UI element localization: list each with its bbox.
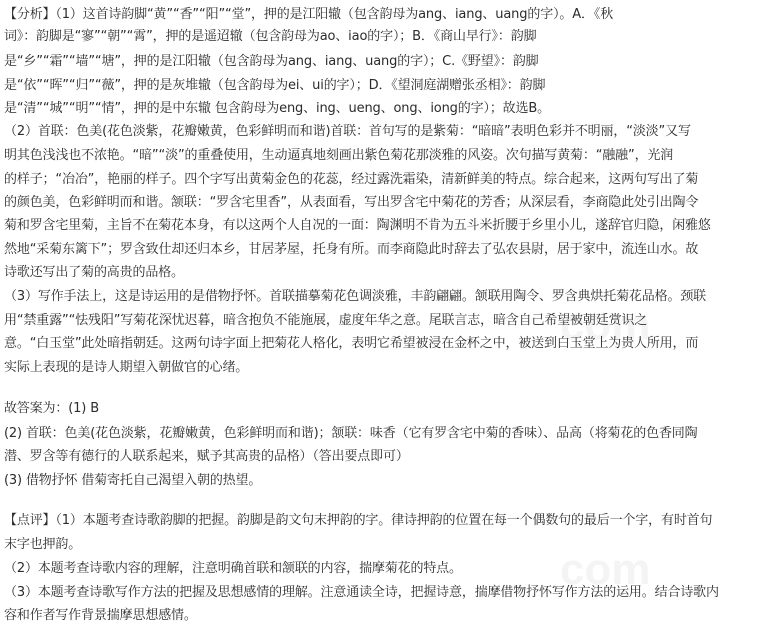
- analysis-line: 实际上表现的是诗人期望入朝做官的心绪。: [4, 360, 249, 375]
- analysis-line: 然地“采菊东篱下”；罗含致仕却还归本乡，甘居茅屋，托身有所。而李商隐此时辞去了弘农县尉，居于家中，流连山水。故: [4, 242, 699, 257]
- answer-line: 潜、罗含等有德行的人联系起来，赋予其高贵的品格）（答出要点即可）: [4, 449, 409, 464]
- analysis-line: 意。“白玉堂”此处暗指朝廷。这两句诗字面上把菊花人格化，表明它希望被浸在金杯之中，被送到白玉堂上为贵人所用，而: [4, 336, 699, 351]
- analysis-line: 是“依”“晖”“归”“薇”，押的是灰堆辙（包含韵母为ei、ui的字）；D．《望洞庭湖赠张丞相》：韵脚: [4, 78, 546, 93]
- answer-line: (2) 首联：色美(花色淡紫，花瓣嫩黄，色彩鲜明而和谐)；颔联：味香（它有罗含宅中菊的香味）、品高（将菊花的色香同陶: [4, 426, 698, 441]
- answer-line: (3) 借物抒怀 借菊寄托自己渴望入朝的热望。: [4, 473, 262, 488]
- watermark: com: [560, 300, 651, 349]
- watermark: com: [560, 545, 651, 594]
- analysis-line: 【分析】（1）这首诗韵脚“黄”“香”“阳”“堂”，押的是江阳辙（包含韵母为ang、iang、uang的字）。A．《秋: [4, 7, 614, 22]
- analysis-line: 明其色浅浅也不浓艳。“暗”“淡”的重叠使用，生动逼真地刻画出紫色菊花那淡雅的风姿。次句描写黄菊：“融融”，光润: [4, 148, 674, 163]
- analysis-line: 的样子；“冶冶”，艳丽的样子。四个字写出黄菊金色的花蕊，经过露洗霜染，清新鲜美的特点。综合起来，这两句写出了菊: [4, 172, 699, 187]
- comment-line: 【点评】（1）本题考查诗歌韵脚的把握。韵脚是韵文句末押韵的字。律诗押韵的位置在每一个偶数句的最后一个字，有时首句: [4, 513, 713, 528]
- analysis-line: （2）首联：色美(花色淡紫，花瓣嫩黄，色彩鲜明而和谐)首联：首句写的是紫菊：“暗暗”表明色彩并不明丽，“淡淡”又写: [4, 124, 691, 139]
- analysis-line: 是“乡”“霜”“墙”“塘”，押的是江阳辙（包含韵母为ang、iang、uang的字）；C.《野望》：韵脚: [4, 54, 539, 69]
- analysis-line: 词》：韵脚是“寥”“朝”“霄”，押的是遥迢辙（包含韵母为ao、iao的字）；B．《商山早行》：韵脚: [4, 29, 537, 44]
- analysis-line: 用“禁重露”“怯残阳”写菊花深忧迟暮，暗含抱负不能施展，虚度年华之意。尾联言志，暗含自己希望被朝廷赏识之: [4, 313, 648, 328]
- comment-line: （3）本题考查诗歌写作方法的把握及思想感情的理解。注意通读全诗，把握诗意，揣摩借物抒怀写作方法的运用。结合诗歌内: [4, 585, 719, 600]
- comment-line: 末字也押韵。: [4, 537, 82, 552]
- analysis-line: 菊和罗含宅里菊，主旨不在菊花本身，有以这两个人自况的一面：陶渊明不肯为五斗米折腰于乡里小儿，遂辞官归隐，闲雅悠: [4, 218, 711, 233]
- analysis-line: 诗歌还写出了菊的高贵的品格。: [4, 265, 184, 280]
- comment-line: （2）本题考查诗歌内容的理解，注意明确首联和颔联的内容，揣摩菊花的特点。: [4, 561, 462, 576]
- analysis-line: 的颜色美，色彩鲜明而和谐。颔联：“罗含宅里香”，从表面看，写出罗含宅中菊花的芳香；从深层看，李商隐此处引出陶令: [4, 195, 699, 210]
- analysis-line: （3）写作手法上，这是诗运用的是借物抒怀。首联描摹菊花色调淡雅，丰韵翩翩。颔联用陶令、罗含典烘托菊花品格。颈联: [4, 289, 707, 304]
- comment-line: 容和作者写作背景揣摩思想感情。: [4, 608, 197, 623]
- analysis-line: 是“清”“城”“明”“情”，押的是中东辙 包含韵母为eng、ing、ueng、ong、iong的字）；故选B。: [4, 101, 551, 116]
- answer-line: 故答案为：(1) B: [4, 401, 99, 416]
